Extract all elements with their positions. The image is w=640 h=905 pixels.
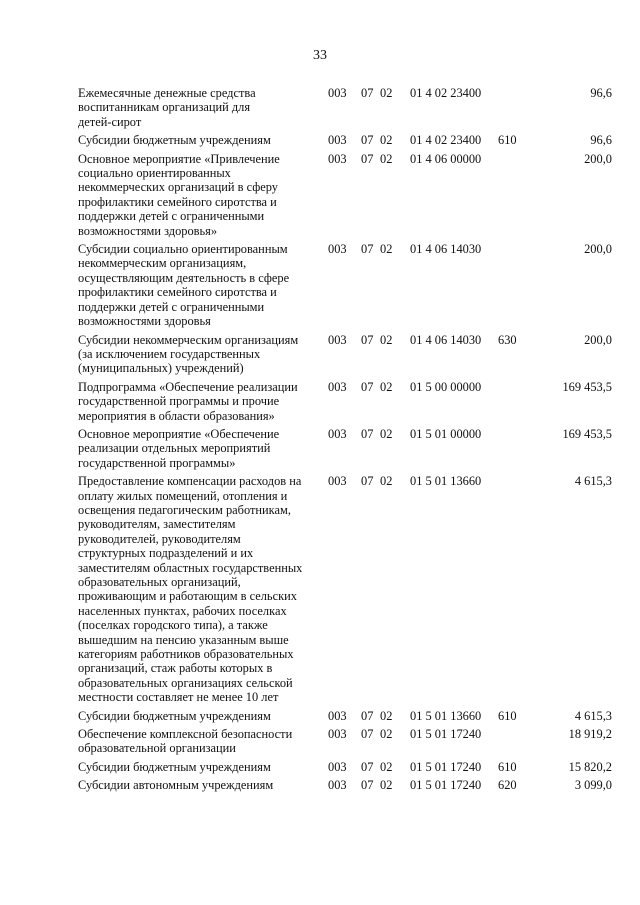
row-pr: 02 [380,474,393,489]
row-sum: 200,0 [584,332,612,347]
table-row [78,333,612,376]
row-ved: 003 [328,151,347,166]
row-csr: 01 4 06 14030 [410,332,482,347]
row-sum: 18 919,2 [568,727,612,742]
row-sum: 96,6 [590,86,612,100]
row-rz: 07 [361,474,374,489]
row-csr: 01 5 01 17240 [410,727,482,742]
row-sum: 4 615,3 [574,474,612,489]
table-row [78,152,612,238]
row-csr: 01 5 01 13660 [410,708,482,723]
row-ved: 003 [328,708,347,723]
row-csr: 01 4 06 14030 [410,242,482,257]
row-vr: 610 [498,708,517,723]
row-pr: 02 [380,778,393,793]
row-rz: 07 [361,708,374,723]
row-name: Субсидии бюджетным учреждениям [78,708,271,723]
row-csr: 01 5 01 17240 [410,759,482,774]
row-sum: 15 820,2 [568,759,612,774]
table-row [78,133,612,147]
row-rz: 07 [361,332,374,347]
row-vr: 610 [498,133,517,148]
row-name: Предоставление компенсации расходов на оплату жилых помещений, отопления и освещения педагогическим работникам, руководителям, заместителям руководителей, руководителям структурных подразделений и их заместителям областных государственных образовательных организаций, проживающим и работающим в сельских населенных пунктах, рабочих поселках (поселках городского типа), а также вышедшим на пенсию указанным выше категориям работников образовательных организаций, стаж работы которых в образовательных организациях сельской местности составляет не менее 10 лет [78,474,303,705]
row-ved: 003 [328,242,347,257]
row-ved: 003 [328,332,347,347]
row-ved: 003 [328,759,347,774]
table-row [78,760,612,774]
row-ved: 003 [328,727,347,742]
row-name: Субсидии некоммерческим организациям (за исключением государственных (муниципальных) учреждений) [78,332,299,376]
table-row [78,242,612,328]
row-csr: 01 5 01 13660 [410,474,482,489]
row-pr: 02 [380,86,393,100]
row-name: Обеспечение комплексной безопасности образовательной организации [78,727,293,756]
row-ved: 003 [328,86,347,100]
row-pr: 02 [380,727,393,742]
row-pr: 02 [380,426,393,441]
row-rz: 07 [361,778,374,793]
row-rz: 07 [361,151,374,166]
row-csr: 01 4 02 23400 [410,133,482,148]
budget-table [78,86,612,797]
row-csr: 01 5 00 00000 [410,379,482,394]
row-sum: 4 615,3 [574,708,612,723]
row-ved: 003 [328,133,347,148]
row-pr: 02 [380,708,393,723]
row-name: Основное мероприятие «Обеспечение реализации отдельных мероприятий государственной программы» [78,426,280,470]
row-csr: 01 4 06 00000 [410,151,482,166]
page-number: 33 [313,48,327,63]
row-ved: 003 [328,778,347,793]
table-row [78,380,612,423]
row-name: Субсидии бюджетным учреждениям [78,133,271,148]
row-name: Подпрограмма «Обеспечение реализации государственной программы и прочие мероприятия в области образования» [78,379,298,423]
table-row [78,86,612,129]
row-rz: 07 [361,426,374,441]
row-vr: 620 [498,778,517,793]
row-sum: 169 453,5 [562,379,612,394]
row-pr: 02 [380,151,393,166]
row-sum: 200,0 [584,242,612,257]
row-csr: 01 5 01 00000 [410,426,482,441]
row-ved: 003 [328,474,347,489]
row-rz: 07 [361,242,374,257]
row-ved: 003 [328,426,347,441]
row-sum: 169 453,5 [562,426,612,441]
table-row [78,778,612,792]
table-row [78,427,612,470]
row-sum: 3 099,0 [574,778,612,793]
row-pr: 02 [380,379,393,394]
table-row [78,709,612,723]
row-name: Основное мероприятие «Привлечение социально ориентированных некоммерческих организаций в сферу профилактики семейного сиротства и поддержки детей с ограниченными возможностями здоровья» [78,151,280,238]
row-csr: 01 5 01 17240 [410,778,482,793]
row-csr: 01 4 02 23400 [410,86,482,100]
row-rz: 07 [361,727,374,742]
row-ved: 003 [328,379,347,394]
table-row [78,474,612,705]
row-pr: 02 [380,133,393,148]
row-rz: 07 [361,759,374,774]
table-row [78,727,612,756]
row-rz: 07 [361,133,374,148]
row-sum: 96,6 [590,133,612,148]
row-name: Субсидии автономным учреждениям [78,778,274,793]
row-pr: 02 [380,759,393,774]
row-pr: 02 [380,332,393,347]
row-name: Субсидии социально ориентированным некоммерческим организациям, осуществляющим деятельность в сфере профилактики семейного сиротства и поддержки детей с ограниченными возможностями здоровья [78,242,290,329]
row-rz: 07 [361,86,374,100]
row-pr: 02 [380,242,393,257]
row-name: Ежемесячные денежные средства воспитанникам организаций для детей-сирот [78,86,256,129]
row-rz: 07 [361,379,374,394]
row-vr: 610 [498,759,517,774]
row-name: Субсидии бюджетным учреждениям [78,759,271,774]
row-sum: 200,0 [584,151,612,166]
row-vr: 630 [498,332,517,347]
